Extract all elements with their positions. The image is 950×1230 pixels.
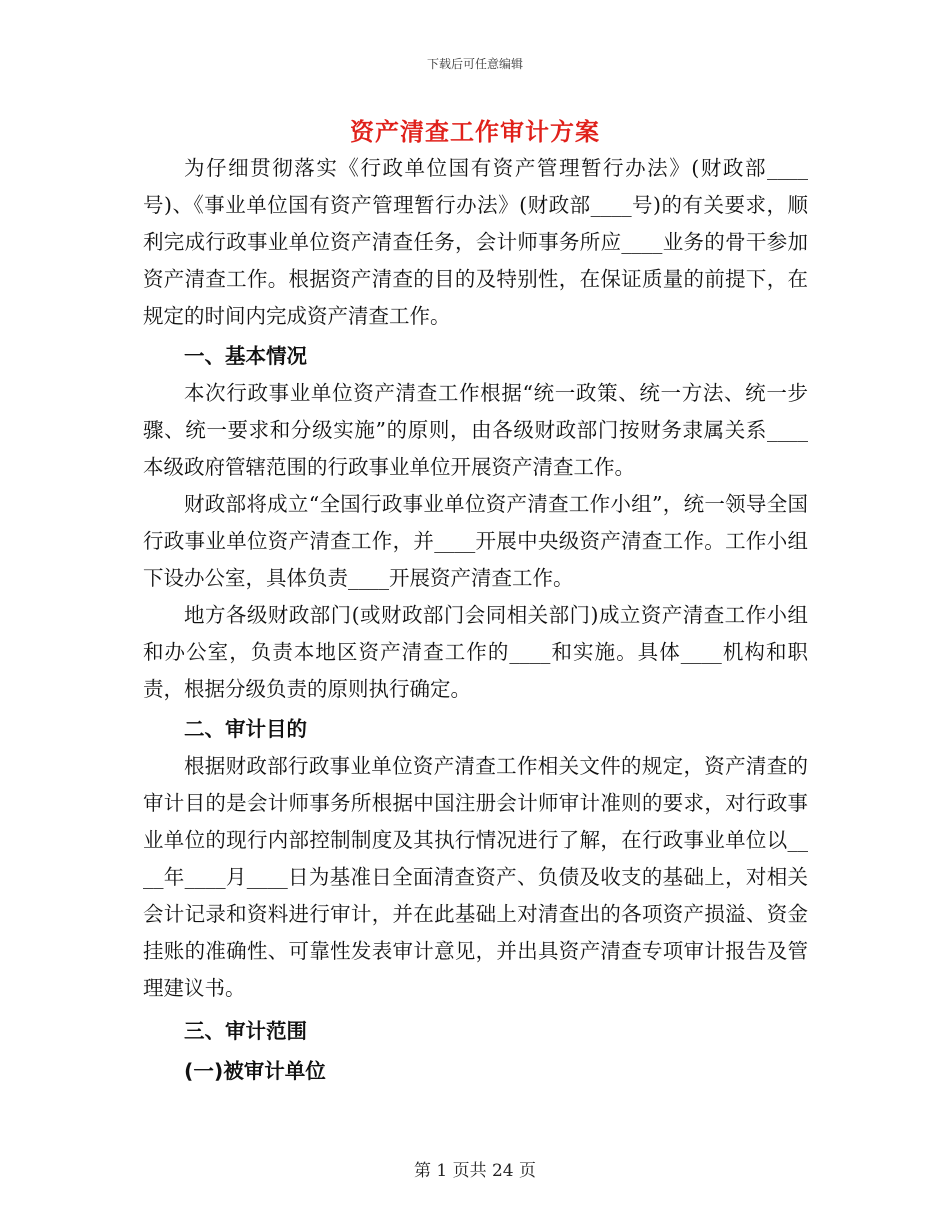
basic-paragraph-3: 地方各级财政部门(或财政部门会同相关部门)成立资产清查工作小组和办公室，负责本地区资产清查工作的____和实施。具体____机构和职责，根据分级负责的原则执行确定。 bbox=[143, 603, 808, 701]
purpose-paragraph-1: 根据财政部行政事业单位资产清查工作相关文件的规定，资产清查的审计目的是会计师事务所根据中国注册会计师审计准则的要求，对行政事业单位的现行内部控制制度及其执行情况进行了解，在行政事业单位以____年____月____日为基准日全面清查资产、负债及收支的基础上，对相关会计记录和资料进行审计，并在此基础上对清查出的各项资产损溢、资金挂账的准确性、可靠性发表审计意见，并出具资产清查专项审计报告及管理建议书。 bbox=[143, 754, 808, 1000]
intro-paragraph: 为仔细贯彻落实《行政单位国有资产管理暂行办法》(财政部____号)、《事业单位国有资产管理暂行办法》(财政部____号)的有关要求，顺利完成行政事业单位资产清查任务，会计师事务所应____业务的骨干参加资产清查工作。根据资产清查的目的及特别性，在保证质量的前提下，在规定的时间内完成资产清查工作。 bbox=[143, 156, 808, 328]
section-heading-scope: 三、审计范围 bbox=[184, 1019, 307, 1043]
basic-paragraph-1: 本次行政事业单位资产清查工作根据“统一政策、统一方法、统一步骤、统一要求和分级实施”的原则，由各级财政部门按财务隶属关系____本级政府管辖范围的行政事业单位开展资产清查工作。 bbox=[143, 381, 808, 479]
document-body bbox=[143, 150, 808, 1090]
section-heading-basic: 一、基本情况 bbox=[184, 344, 307, 368]
basic-paragraph-2: 财政部将成立“全国行政事业单位资产清查工作小组”，统一领导全国行政事业单位资产清查工作，并____开展中央级资产清查工作。工作小组下设办公室，具体负责____开展资产清查工作。 bbox=[143, 492, 808, 590]
page-footer: 第 1 页共 24 页 bbox=[413, 1161, 537, 1181]
subsection-heading-audited-units: (一)被审计单位 bbox=[184, 1059, 326, 1083]
section-heading-purpose: 二、审计目的 bbox=[184, 717, 307, 741]
header-note: 下载后可任意编辑 bbox=[426, 57, 523, 71]
document-title: 资产清查工作审计方案 bbox=[350, 117, 600, 146]
